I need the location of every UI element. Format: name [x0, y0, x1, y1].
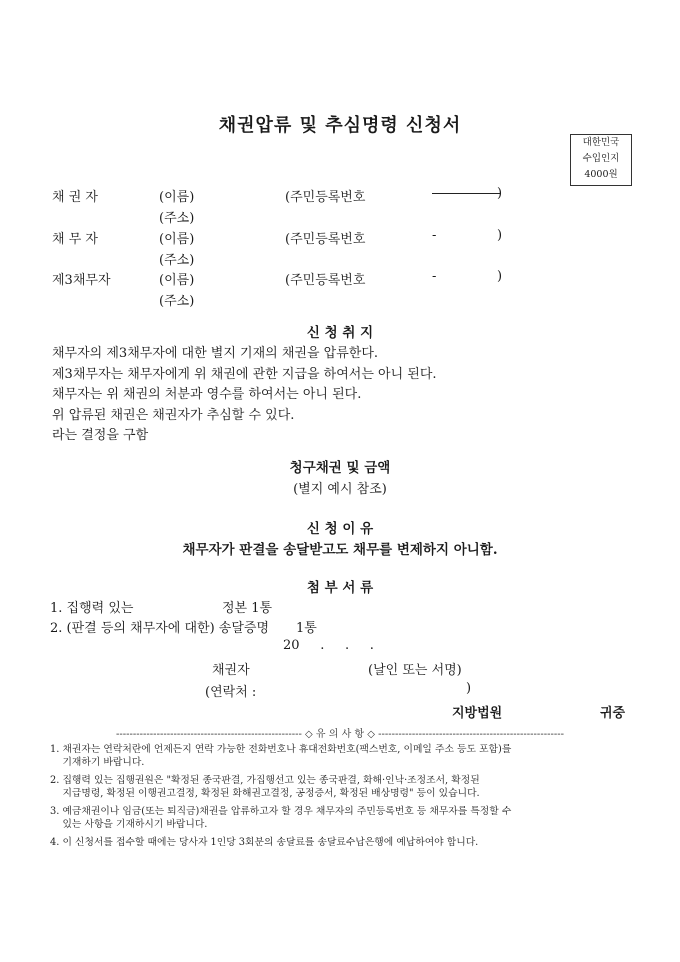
third-debtor-reg-close: ): [497, 269, 503, 284]
attachments-heading: 첨 부 서 류: [306, 580, 374, 596]
creditor-reg-underline: [432, 193, 500, 194]
creditor-name-field: (이름): [159, 190, 195, 205]
court-name: 지방법원: [452, 706, 503, 721]
purpose-heading: 신 청 취 지: [306, 325, 374, 341]
claim-reference: (별지 예시 참조): [293, 482, 387, 497]
purpose-line: 제3채무자는 채무자에게 위 채권에 관한 지급을 하여서는 아니 된다.: [52, 367, 437, 382]
purpose-line: 채무자의 제3채무자에 대한 별지 기재의 채권을 압류한다.: [52, 346, 379, 361]
attachment-copy-count: 1통: [296, 621, 317, 636]
creditor-reg-close: ): [497, 186, 503, 201]
debtor-reg-close: ): [497, 228, 503, 243]
notice-separator: ------------------------------------------------------- ◇ 유 의 사 항 ◇ -------------------------------------------------------: [116, 729, 564, 740]
creditor-reg-field: (주민등록번호: [285, 190, 366, 205]
notice-item: 기재하기 바랍니다.: [50, 757, 145, 768]
contact-label: (연락처 :: [205, 685, 257, 700]
stamp-line-type: 수입인지: [582, 153, 620, 164]
third-debtor-name-field: (이름): [159, 273, 195, 288]
stamp-line-amount: 4000원: [584, 169, 618, 180]
contact-close: ): [466, 681, 472, 696]
revenue-stamp-box: [570, 134, 632, 186]
document-title: 채권압류 및 추심명령 신청서: [218, 115, 462, 136]
debtor-reg-dash: -: [432, 228, 437, 243]
notice-item: 4. 이 신청서를 접수할 때에는 당사자 1인당 3회분의 송달료를 송달료수납은행에 예납하여야 합니다.: [50, 837, 479, 848]
notice-item: 2. 집행력 있는 집행권원은 "확정된 종국판결, 가집행선고 있는 종국판결, 화해·인낙·조정조서, 확정된: [50, 775, 480, 786]
notice-item: 3. 예금채권이나 임금(또는 퇴직금)채권을 압류하고자 할 경우 채무자의 주민등록번호 등 채무자를 특정할 수: [50, 806, 512, 817]
third-debtor-reg-field: (주민등록번호: [285, 273, 366, 288]
debtor-reg-field: (주민등록번호: [285, 232, 366, 247]
attachment-item: 1. 집행력 있는: [50, 601, 134, 616]
attachment-item: 2. (판결 등의 채무자에 대한) 송달증명: [50, 621, 270, 636]
court-honorific: 귀중: [600, 706, 626, 721]
creditor-label: 채 권 자: [52, 190, 98, 205]
debtor-label: 채 무 자: [52, 232, 98, 247]
purpose-line: 라는 결정을 구함: [52, 428, 149, 443]
reason-text: 채무자가 판결을 송달받고도 채무를 변제하지 아니함.: [182, 542, 498, 558]
debtor-address-field: (주소): [159, 253, 195, 268]
purpose-line: 채무자는 위 채권의 처분과 영수를 하여서는 아니 된다.: [52, 387, 362, 402]
seal-or-signature-field: (날인 또는 서명): [368, 663, 462, 678]
claim-heading: 청구채권 및 금액: [289, 460, 391, 476]
notice-item: 지급명령, 확정된 이행권고결정, 확정된 화해권고결정, 공정증서, 확정된 배상명령" 등이 있습니다.: [50, 788, 480, 799]
notice-item: 있는 사항을 기재하시기 바랍니다.: [50, 819, 208, 830]
creditor-sign-label: 채권자: [212, 663, 250, 678]
date-field: 20 . . .: [283, 638, 374, 653]
stamp-line-country: 대한민국: [582, 137, 620, 148]
purpose-line: 위 압류된 채권은 채권자가 추심할 수 있다.: [52, 408, 295, 423]
debtor-name-field: (이름): [159, 232, 195, 247]
attachment-copy-count: 정본 1통: [222, 601, 273, 616]
creditor-reg-dash: -: [432, 186, 437, 201]
third-debtor-address-field: (주소): [159, 294, 195, 309]
reason-heading: 신 청 이 유: [306, 521, 374, 537]
notice-item: 1. 채권자는 연락처란에 언제든지 연락 가능한 전화번호나 휴대전화번호(팩스번호, 이메일 주소 등도 포함)를: [50, 744, 512, 755]
third-debtor-reg-dash: -: [432, 269, 437, 284]
third-debtor-label: 제3채무자: [52, 273, 111, 288]
creditor-address-field: (주소): [159, 211, 195, 226]
